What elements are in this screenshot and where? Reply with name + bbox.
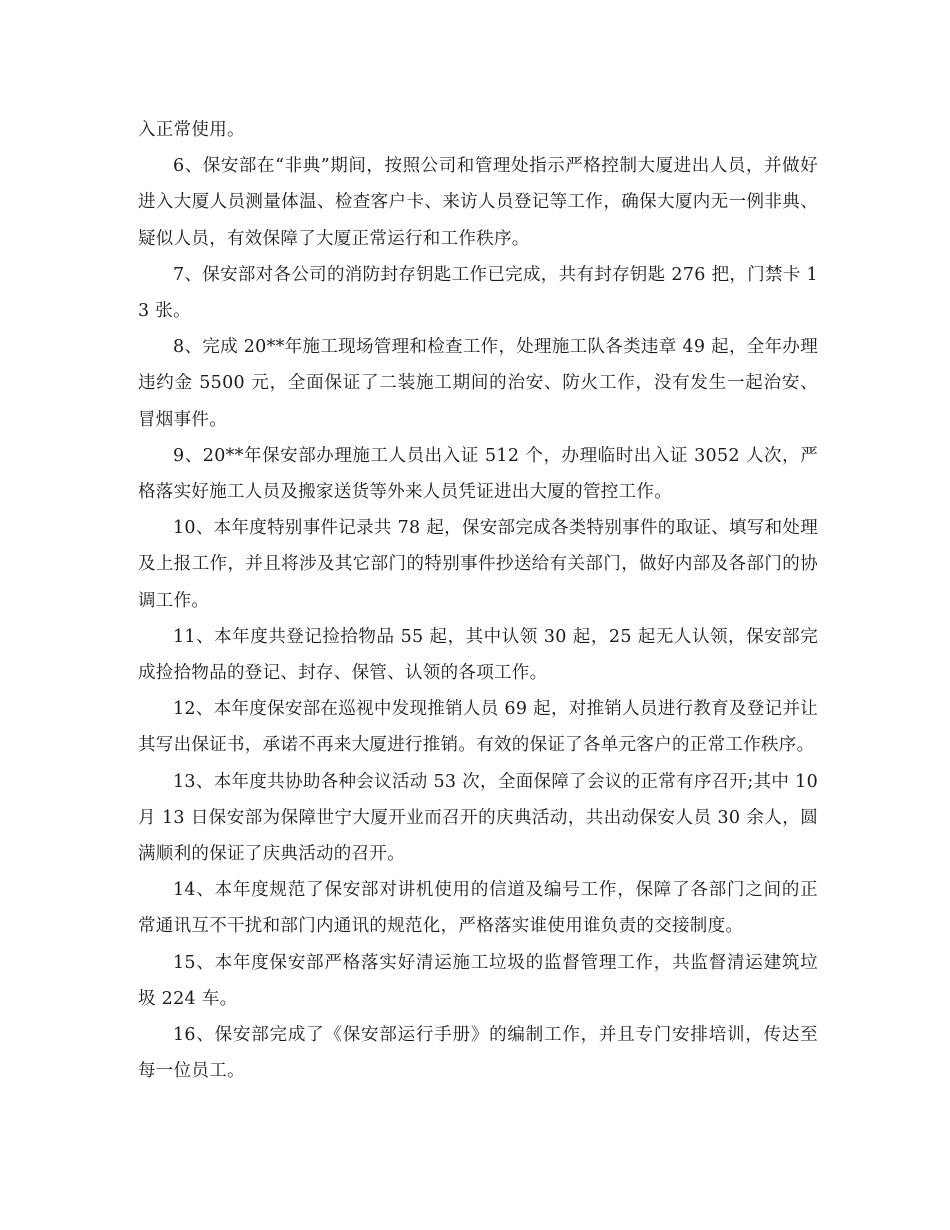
paragraph-item-6: 6、保安部在“非典”期间，按照公司和管理处指示严格控制大厦进出人员，并做好进入大厦人员测量体温、检查客户卡、来访人员登记等工作，确保大厦内无一例非典、疑似人员，有效保障了大厦正常运行和工作秩序。: [138, 156, 818, 249]
paragraph-item-10: 10、本年度特别事件记录共 78 起，保安部完成各类特别事件的取证、填写和处理及上报工作，并且将涉及其它部门的特别事件抄送给有关部门，做好内部及各部门的协调工作。: [138, 518, 818, 611]
paragraph-item-13: 13、本年度共协助各种会议活动 53 次，全面保障了会议的正常有序召开;其中 10 月 13 日保安部为保障世宁大厦开业而召开的庆典活动，共出动保安人员 30 余人，圆满顺利的保证了庆典活动的召开。: [138, 771, 818, 865]
paragraph-item-12: 12、本年度保安部在巡视中发现推销人员 69 起，对推销人员进行教育及登记并让其写出保证书，承诺不再来大厦进行推销。有效的保证了各单元客户的正常工作秩序。: [138, 699, 818, 756]
paragraph-item-16: 16、保安部完成了《保安部运行手册》的编制工作，并且专门安排培训，传达至每一位员工。: [138, 1025, 818, 1082]
document-body: [138, 112, 818, 1089]
paragraph-item-9: 9、20**年保安部办理施工人员出入证 512 个，办理临时出入证 3052 人次，严格落实好施工人员及搬家送货等外来人员凭证进出大厦的管控工作。: [138, 445, 818, 503]
paragraph-item-7: 7、保安部对各公司的消防封存钥匙工作已完成，共有封存钥匙 276 把，门禁卡 13 张。: [138, 264, 818, 322]
paragraph-item-8: 8、完成 20**年施工现场管理和检查工作，处理施工队各类违章 49 起，全年办理违约金 5500 元，全面保证了二装施工期间的治安、防火工作，没有发生一起治安、冒烟事件。: [138, 337, 818, 430]
paragraph-item-15: 15、本年度保安部严格落实好清运施工垃圾的监督管理工作，共监督清运建筑垃圾 224 车。: [138, 952, 818, 1009]
paragraph-item-11: 11、本年度共登记捡拾物品 55 起，其中认领 30 起，25 起无人认领，保安部完成捡拾物品的登记、封存、保管、认领的各项工作。: [138, 626, 818, 684]
paragraph-item-14: 14、本年度规范了保安部对讲机使用的信道及编号工作，保障了各部门之间的正常通讯互不干扰和部门内通讯的规范化，严格落实谁使用谁负责的交接制度。: [138, 880, 818, 937]
paragraph-continuation: 入正常使用。: [138, 120, 245, 140]
